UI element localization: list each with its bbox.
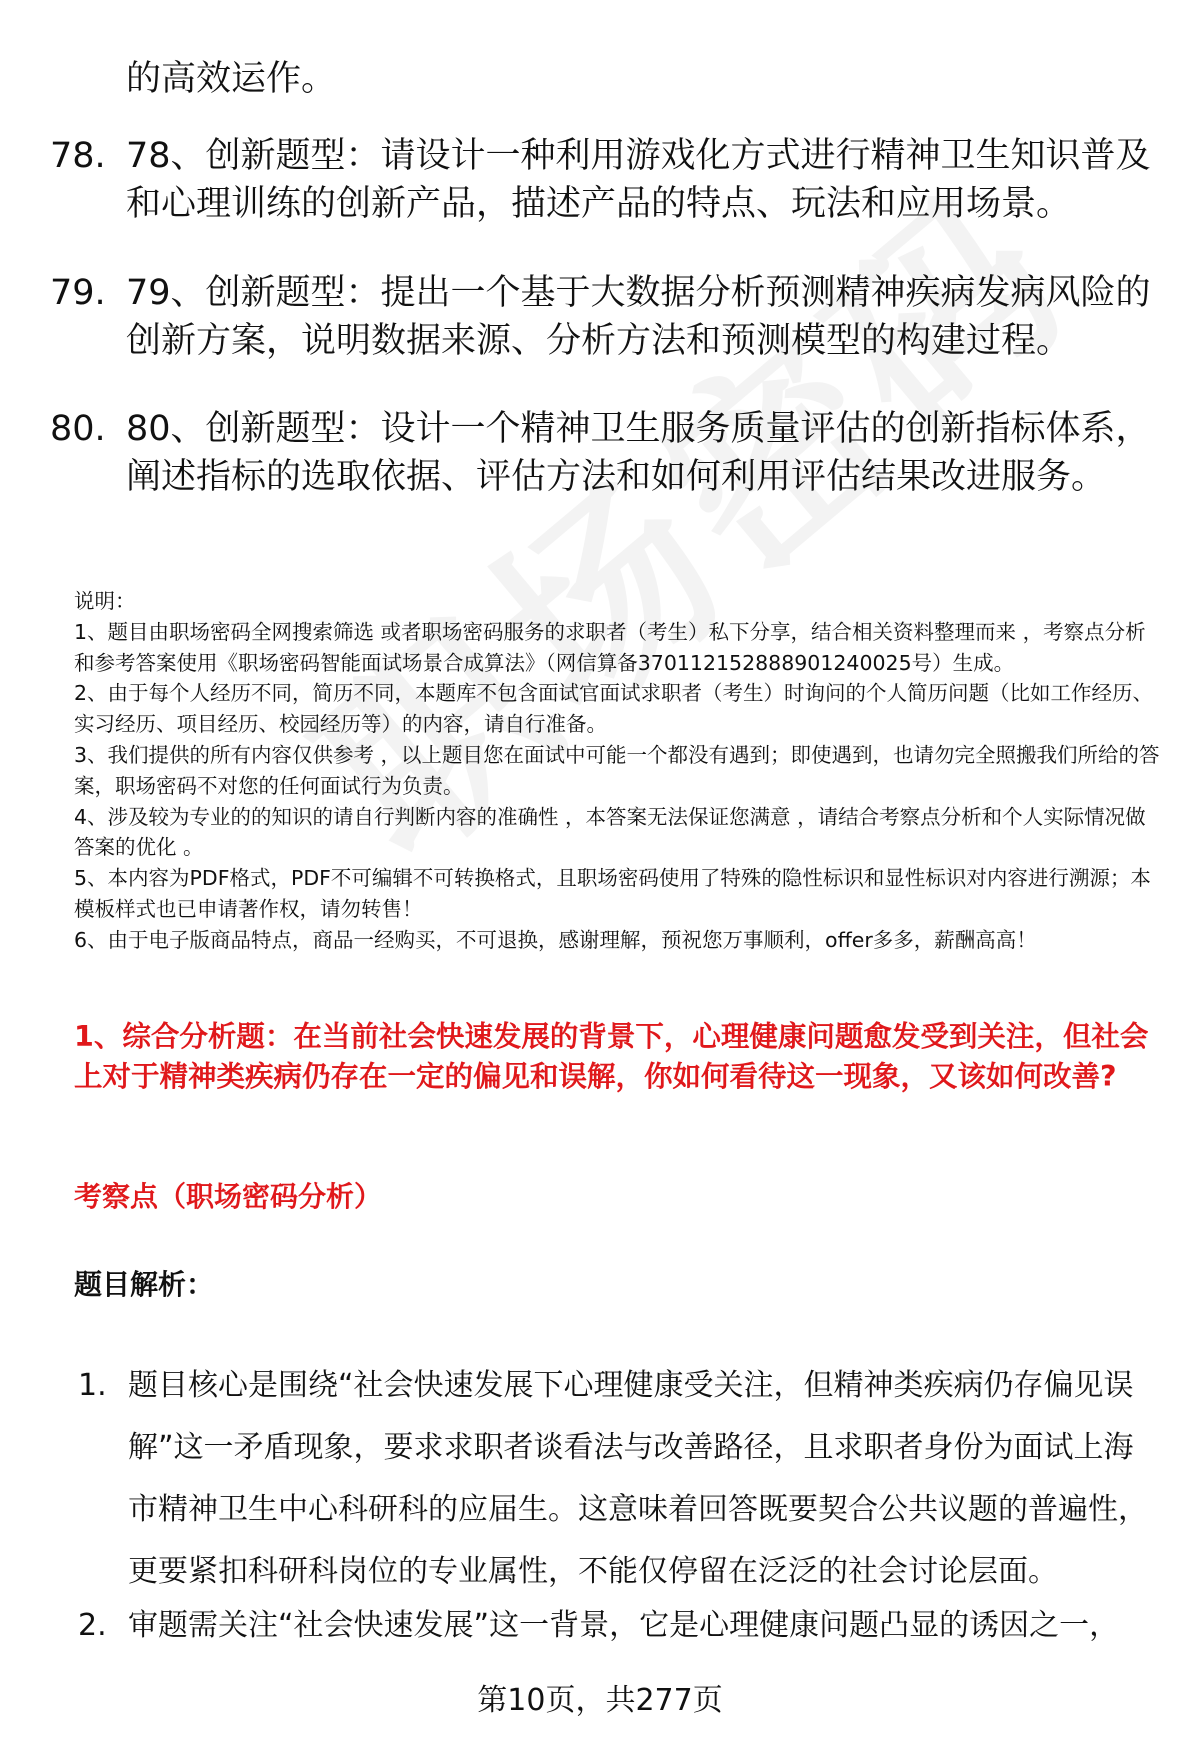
question-item-80 (50, 405, 1160, 501)
analysis-item-2 (78, 1595, 1148, 1657)
page-footer: 第10页，共277页 (477, 1683, 723, 1718)
note-item: 1、题目由职场密码全网搜索筛选 或者职场密码服务的求职者（考生）私下分享，结合相关资料整理而来 ，考察点分析和参考答案使用《职场密码智能面试场景合成算法》（网信算备370112152888901240025号）生成。 (74, 619, 1146, 675)
question-number: 80. (50, 409, 106, 449)
note-item: 4、涉及较为专业的的知识的请自行判断内容的准确性 ，本答案无法保证您满意 ，请结合考察点分析和个人实际情况做答案的优化 。 (74, 804, 1146, 860)
analysis-item-1 (78, 1355, 1148, 1603)
question-number: 79. (50, 273, 106, 313)
question-text: 78、创新题型：请设计一种利用游戏化方式进行精神卫生知识普及和心理训练的创新产品，描述产品的特点、玩法和应用场景。 (126, 136, 1151, 224)
question-text: 79、创新题型：提出一个基于大数据分析预测精神疾病发病风险的创新方案，说明数据来源、分析方法和预测模型的构建过程。 (126, 273, 1151, 361)
analysis-text: 审题需关注“社会快速发展”这一背景，它是心理健康问题凸显的诱因之一， (128, 1608, 1120, 1643)
analysis-number: 2. (78, 1608, 107, 1643)
note-item: 3、我们提供的所有内容仅供参考 ，以上题目您在面试中可能一个都没有遇到；即使遇到，也请勿完全照搬我们所给的答案，职场密码不对您的任何面试行为负责。 (74, 742, 1160, 798)
note-item: 5、本内容为PDF格式，PDF不可编辑不可转换格式，且职场密码使用了特殊的隐性标识和显性标识对内容进行溯源；本模板样式也已申请著作权，请勿转售！ (74, 866, 1151, 921)
note-item: 2、由于每个人经历不同，简历不同，本题库不包含面试官面试求职者（考生）时询问的个人简历问题（比如工作经历、实习经历、项目经历、校园经历等）的内容，请自行准备。 (74, 681, 1154, 737)
exam-point-heading: 考察点（职场密码分析） (74, 1180, 383, 1213)
question-item-79 (50, 269, 1160, 365)
question-heading: 1、综合分析题：在当前社会快速发展的背景下，心理健康问题愈发受到关注，但社会上对于精神类疾病仍存在一定的偏见和误解，你如何看待这一现象，又该如何改善? (74, 1020, 1149, 1093)
analysis-title: 题目解析： (74, 1268, 215, 1301)
analysis-text: 题目核心是围绕“社会快速发展下心理健康受关注，但精神类疾病仍存偏见误解”这一矛盾现象，要求求职者谈看法与改善路径，且求职者身份为面试上海市精神卫生中心科研科的应届生。这意味着回答既要契合公共议题的普遍性，更要紧扣科研科岗位的专业属性，不能仅停留在泛泛的社会讨论层面。 (128, 1368, 1148, 1589)
question-text: 80、创新题型：设计一个精神卫生服务质量评估的创新指标体系，阐述指标的选取依据、评估方法和如何利用评估结果改进服务。 (126, 409, 1151, 497)
notes-title: 说明： (74, 589, 136, 613)
analysis-number: 1. (78, 1368, 107, 1403)
question-number: 78. (50, 136, 106, 176)
continuation-text: 的高效运作。 (126, 59, 337, 99)
notes-section (74, 586, 1164, 956)
question-item-78 (50, 132, 1160, 228)
note-item: 6、由于电子版商品特点，商品一经购买，不可退换，感谢理解，预祝您万事顺利，offer多多，薪酬高高！ (74, 927, 1037, 952)
